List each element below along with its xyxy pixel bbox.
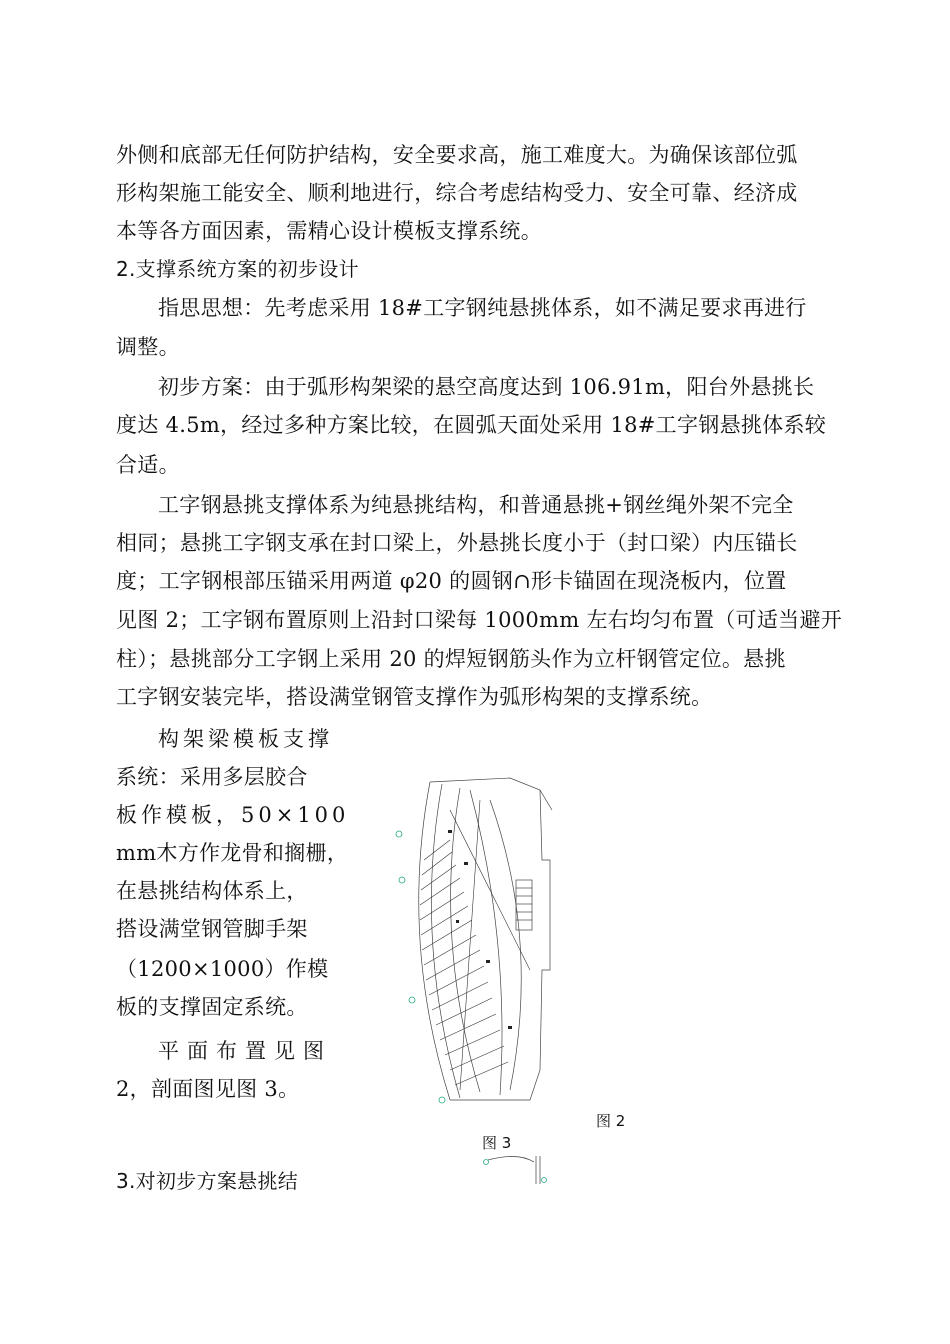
- para4-line-6: 工字钢安装完毕，搭设满堂钢管支撑作为弧形构架的支撑系统。: [116, 685, 713, 709]
- para3-line-1: 初步方案：由于弧形构架梁的悬空高度达到 106.91m，阳台外悬挑长: [158, 375, 815, 399]
- para5-line-5: 在悬挑结构体系上，: [116, 879, 308, 903]
- para6-line-2: 2，剖面图见图 3。: [116, 1077, 300, 1101]
- para3-line-3: 合适。: [116, 453, 180, 477]
- para2-line-1: 指思思想：先考虑采用 18#工字钢纯悬挑体系，如不满足要求再进行: [158, 296, 807, 320]
- para5-line-1: 构架梁模板支撑: [158, 727, 333, 751]
- section-heading-3: 3.对初步方案悬挑结: [116, 1169, 299, 1193]
- para4-line-4: 见图 2；工字钢布置原则上沿封口梁每 1000mm 左右均匀布置（可适当避开: [116, 608, 843, 632]
- para2-line-2: 调整。: [116, 335, 180, 359]
- para5-line-3: 板作模板，50×100: [116, 803, 350, 827]
- para4-line-5: 柱）；悬挑部分工字钢上采用 20 的焊短钢筋头作为立杆钢管定位。悬挑: [116, 647, 786, 671]
- para1-line-3: 本等各方面因素，需精心设计模板支撑系统。: [116, 219, 542, 243]
- para1-line-1: 外侧和底部无任何防护结构，安全要求高，施工难度大。为确保该部位弧: [116, 143, 798, 167]
- plan-drawing-figure: [390, 770, 580, 1110]
- para4-line-1: 工字钢悬挑支撑体系为纯悬挑结构，和普通悬挑+钢丝绳外架不完全: [158, 493, 794, 517]
- figure-3-caption: 图 3: [482, 1134, 512, 1152]
- para1-line-2: 形构架施工能安全、顺利地进行，综合考虑结构受力、安全可靠、经济成: [116, 181, 798, 205]
- para3-line-2: 度达 4.5m，经过多种方案比较，在圆弧天面处采用 18#工字钢悬挑体系较: [116, 413, 827, 437]
- para4-line-2: 相同；悬挑工字钢支承在封口梁上，外悬挑长度小于（封口梁）内压锚长: [116, 531, 798, 555]
- para4-line-3: 度；工字钢根部压锚采用两道 φ20 的圆钢∩形卡锚固在现浇板内，位置: [116, 569, 787, 593]
- para5-line-6: 搭设满堂钢管脚手架: [116, 917, 308, 941]
- para5-line-7: （1200×1000）作模: [116, 957, 329, 981]
- figure-2-caption: 图 2: [596, 1112, 626, 1130]
- section-heading-2: 2.支撑系统方案的初步设计: [116, 257, 359, 281]
- para6-line-1: 平面布置见图: [158, 1039, 332, 1063]
- para5-line-4: mm木方作龙骨和搁栅，: [116, 841, 349, 865]
- para5-line-2: 系统：采用多层胶合: [116, 765, 308, 789]
- section-drawing-figure: [478, 1150, 558, 1186]
- para5-line-8: 板的支撑固定系统。: [116, 995, 308, 1019]
